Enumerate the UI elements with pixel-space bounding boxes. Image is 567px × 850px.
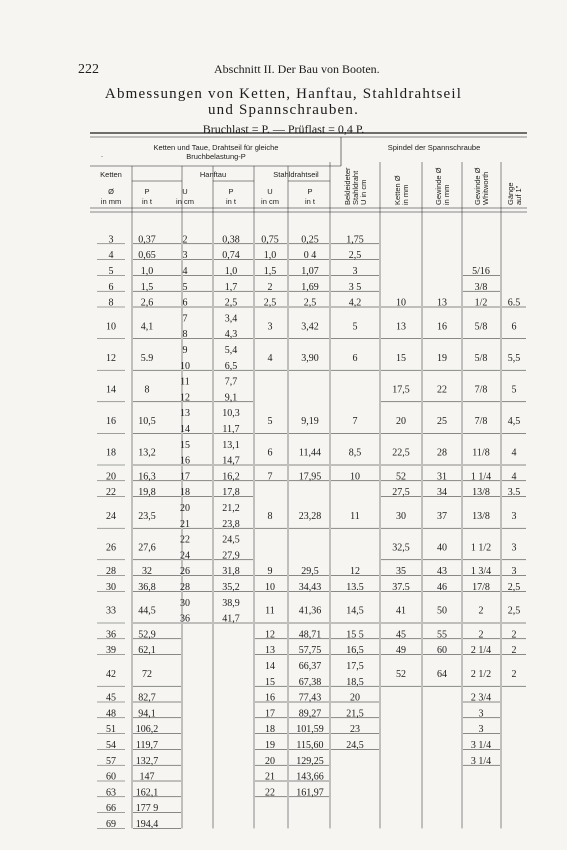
table-cell: 0,74: [222, 250, 240, 262]
table-cell: 7/8: [474, 384, 488, 396]
table-cell: 14: [265, 661, 275, 672]
header-group-left-1: Ketten und Taue, Drahtseil für gleiche: [153, 143, 279, 152]
table-cell: 4,1: [140, 321, 154, 333]
table-cell: 3 1/4: [470, 740, 492, 751]
table-cell: 6,5: [224, 360, 238, 372]
table-cell: 10: [350, 471, 360, 483]
table-cell: 3: [511, 566, 517, 578]
table-cell: 3.5: [507, 487, 521, 499]
table-cell: 36,8: [138, 582, 156, 593]
table-cell: 2,5: [507, 582, 521, 593]
table-cell: 12: [265, 629, 275, 641]
header-unit: in t: [225, 197, 237, 206]
table-cell: 10: [396, 297, 406, 309]
table-cell: 72: [142, 668, 152, 680]
table-cell: 89,27: [298, 708, 322, 720]
table-cell: 3,90: [301, 352, 319, 364]
table-cell: 0,65: [138, 250, 156, 262]
table-cell: 1,75: [346, 234, 364, 246]
table-cell: 2 1/4: [470, 645, 492, 657]
table-cell: 66,37: [298, 661, 322, 672]
table-cell: 40: [437, 542, 447, 554]
table-cell: 2: [511, 645, 517, 657]
header-group-left-2: Bruchbelastung-P: [186, 152, 246, 161]
table-cell: 60: [437, 645, 447, 657]
table-cell: 10,3: [222, 408, 240, 420]
table-cell: 52,9: [138, 629, 156, 641]
table-cell: 26: [180, 566, 190, 578]
table-cell: 52: [396, 668, 406, 680]
table-cell: 5,4: [224, 345, 238, 356]
header-ketten: Ketten: [100, 170, 122, 179]
header-unit: in cm: [176, 197, 194, 206]
table-cell: 4: [182, 266, 188, 277]
table-cell: 1 1/4: [470, 471, 492, 483]
table-cell: 27,5: [392, 487, 410, 499]
table-cell: 2: [478, 605, 484, 617]
table-cell: 9: [267, 566, 273, 578]
table-cell: 3: [511, 510, 517, 522]
table-cell: 41: [396, 605, 406, 617]
table-cell: 36: [180, 613, 190, 625]
table-cell: 3/8: [474, 281, 488, 293]
table-cell: 63: [106, 787, 116, 799]
table-cell: 17: [180, 471, 190, 483]
table-cell: 8: [108, 297, 114, 309]
table-cell: 5/8: [474, 321, 488, 333]
table-cell: 16: [180, 455, 190, 467]
table-cell: 7/8: [474, 416, 488, 428]
table-cell: 18: [180, 487, 190, 499]
table-cell: 39: [106, 645, 116, 657]
table-cell: 17,5: [392, 384, 410, 396]
table-cell: 11: [350, 510, 360, 522]
table-cell: 115,60: [296, 740, 324, 751]
header-stahldrahtseil: Stahldrahtseil: [273, 170, 319, 179]
table-cell: 119,7: [135, 740, 159, 751]
table-cell: 34: [437, 487, 447, 499]
table-cell: 66: [106, 803, 116, 815]
header-symbol: Ø: [108, 187, 114, 196]
table-cell: 14,7: [222, 455, 240, 467]
table-cell: 51: [106, 724, 116, 736]
table-cell: 4: [511, 447, 517, 459]
table-cell: 10: [106, 321, 116, 333]
table-cell: 31: [437, 471, 447, 483]
table-cell: 6.5: [507, 297, 521, 309]
table-cell: 17: [265, 708, 275, 720]
table-cell: 5: [267, 416, 273, 428]
table-cell: 8: [267, 510, 273, 522]
table-cell: 194,4: [135, 819, 159, 830]
table-cell: 22: [106, 487, 116, 499]
table-cell: 2: [267, 281, 273, 293]
table-cell: 10,5: [138, 416, 156, 428]
table-cell: 23,5: [138, 510, 156, 522]
table-cell: 55: [437, 629, 447, 641]
table-cell: 3: [352, 266, 358, 277]
table-cell: 18: [265, 724, 275, 736]
table-cell: 23: [350, 724, 360, 736]
table-cell: 6: [267, 447, 273, 459]
table-cell: 9,1: [224, 392, 238, 404]
table-cell: 7: [352, 416, 358, 428]
table-title-line-2: und Spannschrauben.: [207, 102, 360, 118]
table-cell: 2,5: [303, 297, 317, 309]
table-cell: 22: [437, 384, 447, 396]
table-cell: 7,7: [224, 376, 238, 388]
table-cell: 3 1/4: [470, 755, 492, 767]
table-cell: 16,2: [222, 471, 240, 483]
table-cell: 20: [396, 416, 406, 428]
table-cell: 6: [352, 352, 358, 364]
table-cell: 19: [265, 740, 275, 751]
table-cell: 2,5: [263, 297, 277, 309]
table-cell: 4,5: [507, 416, 521, 428]
table-cell: 24,5: [222, 534, 240, 546]
table-cell: 5,5: [507, 352, 521, 364]
header-symbol: P: [307, 187, 313, 196]
table-cell: 12: [180, 392, 190, 404]
table-cell: 8: [182, 329, 188, 341]
header-rotated-text: Stahldraht: [351, 170, 360, 205]
table-cell: 28: [180, 582, 190, 593]
table-cell: 15: [265, 676, 275, 688]
table-cell: 3,42: [301, 321, 319, 333]
table-cell: 69: [106, 819, 116, 830]
table-cell: 7: [182, 313, 188, 325]
table-cell: 19: [437, 352, 447, 364]
table-cell: 22: [180, 534, 190, 546]
table-cell: 38,9: [222, 597, 240, 609]
table-cell: 28: [106, 566, 116, 578]
table-cell: 9: [182, 345, 188, 356]
table-cell: 5.9: [140, 352, 154, 364]
table-cell: 1,0: [224, 266, 238, 277]
header-rotated: [393, 175, 410, 205]
table-cell: 32,5: [392, 542, 410, 554]
table-cell: 15: [396, 352, 406, 364]
table-cell: 37: [437, 510, 447, 522]
header-unit: in t: [141, 197, 153, 206]
table-cell: 15 5: [346, 629, 364, 641]
header-rotated-text: in mm: [401, 184, 410, 205]
table-cell: 177 9: [135, 803, 159, 815]
table-cell: 4,3: [224, 329, 238, 341]
table-cell: 13: [180, 408, 190, 420]
header-unit: in cm: [261, 197, 279, 206]
table-cell: 24: [180, 550, 190, 562]
table-cell: 3: [511, 542, 517, 554]
header-unit: in mm: [100, 197, 122, 206]
header-group-right: Spindel der Spannschraube: [387, 143, 481, 152]
table-cell: 0,38: [222, 234, 240, 246]
header-rotated-text: Ketten Ø: [393, 175, 402, 205]
table-cell: 22,5: [392, 447, 410, 459]
table-cell: 13: [396, 321, 406, 333]
table-cell: 17,95: [298, 471, 322, 483]
load-definition: Bruchlast = P. — Prüflast = 0,4 P.: [202, 122, 365, 136]
table-cell: 30: [106, 582, 116, 593]
table-cell: 8,5: [348, 447, 362, 459]
header-rotated: [506, 182, 523, 205]
table-cell: 82,7: [138, 692, 156, 704]
table-cell: 1 3/4: [470, 566, 492, 578]
header-rotated-text: Whitworth: [481, 171, 490, 205]
table-cell: 2: [511, 668, 517, 680]
table-cell: 16: [106, 416, 116, 428]
table-cell: 10: [180, 360, 190, 372]
table-cell: 12: [350, 566, 360, 578]
running-head: Abschnitt II. Der Bau von Booten.: [214, 62, 380, 76]
table-cell: 45: [396, 629, 406, 641]
table-cell: 5/8: [474, 352, 488, 364]
table-cell: 18: [106, 447, 116, 459]
table-cell: 33: [106, 605, 116, 617]
header-symbol: P: [144, 187, 150, 196]
table-cell: 13: [437, 297, 447, 309]
table-cell: 62,1: [138, 645, 156, 657]
table-cell: 3: [267, 321, 273, 333]
table-cell: 11,7: [222, 424, 240, 435]
table-cell: 35: [396, 566, 406, 578]
table-cell: 35,2: [222, 582, 240, 593]
table-cell: 3: [478, 708, 484, 720]
table-cell: 13: [265, 645, 275, 657]
page-number: 222: [78, 62, 99, 77]
table-cell: 6: [108, 281, 114, 293]
table-cell: 1,5: [140, 281, 154, 293]
table-title-line-1: Abmessungen von Ketten, Hanftau, Stahldrahtseil: [104, 86, 463, 102]
table-cell: 20: [106, 471, 116, 483]
table-cell: 41,36: [298, 605, 322, 617]
table-cell: 10: [265, 582, 275, 593]
table-cell: 2,5: [224, 297, 238, 309]
table-cell: 17,5: [346, 661, 364, 672]
table-cell: 57: [106, 755, 116, 767]
table-cell: 43: [437, 566, 447, 578]
table-cell: 4,2: [348, 297, 362, 309]
table-cell: 21: [180, 518, 190, 530]
table-cell: 48: [106, 708, 116, 720]
header-rotated-text: U in cm: [359, 179, 368, 205]
header-rotated-text: Gewinde Ø: [434, 167, 443, 205]
table-cell: 1,07: [301, 266, 319, 277]
table-cell: 26: [106, 542, 116, 554]
header-rotated-text: in mm: [442, 184, 451, 205]
table-cell: 30: [396, 510, 406, 522]
table-cell: 4: [108, 250, 114, 262]
table-cell: 49: [396, 645, 406, 657]
table-cell: 34,43: [298, 582, 322, 593]
table-cell: 3: [478, 724, 484, 736]
table-cell: 94,1: [138, 708, 156, 720]
header-rotated-text: auf 1": [514, 185, 523, 205]
table-cell: 129,25: [296, 755, 324, 767]
table-cell: 27,6: [138, 542, 156, 554]
table-cell: 161,97: [296, 787, 324, 799]
header-rotated-text: Gänge: [506, 182, 515, 205]
table-cell: 16: [265, 692, 275, 704]
table-cell: 1,0: [140, 266, 154, 277]
table-cell: 20: [265, 755, 275, 767]
table-cell: 50: [437, 605, 447, 617]
table-cell: 15: [180, 439, 190, 451]
table-cell: 14: [180, 424, 190, 435]
table-cell: 44,5: [138, 605, 156, 617]
table-cell: 2,6: [140, 297, 154, 309]
table-cell: 11: [180, 376, 190, 388]
header-symbol: U: [182, 187, 188, 196]
table-cell: 9,19: [301, 416, 319, 428]
table-cell: 46: [437, 582, 447, 593]
table-cell: 18,5: [346, 676, 364, 688]
table-cell: 162,1: [135, 787, 159, 799]
table-cell: 132,7: [135, 755, 159, 767]
table-cell: 1,7: [224, 281, 238, 293]
table-cell: 4: [511, 471, 517, 483]
table-cell: 11,44: [298, 447, 322, 459]
table-cell: 14,5: [346, 605, 364, 617]
table-cell: 5/16: [472, 266, 490, 277]
table-cell: 11: [265, 605, 275, 617]
table-cell: 13/8: [472, 510, 490, 522]
table-cell: 13/8: [472, 487, 490, 499]
table-cell: 8: [144, 384, 150, 396]
table-cell: 147: [139, 771, 155, 783]
table-cell: 13,2: [138, 447, 156, 459]
header-symbol: U: [267, 187, 273, 196]
header-rotated-text: Bekleideter: [343, 167, 352, 205]
table-cell: 3: [182, 250, 188, 262]
table-cell: 48,71: [298, 629, 322, 641]
table-cell: 77,43: [298, 692, 322, 704]
header-rotated: [434, 167, 451, 205]
table-cell: 1 1/2: [470, 542, 492, 554]
table-cell: 3 5: [348, 281, 362, 293]
table-cell: 2: [478, 629, 484, 641]
table-cell: 32: [142, 566, 152, 578]
table-cell: 16: [437, 321, 447, 333]
table-cell: 13.5: [346, 582, 364, 593]
table-cell: 4: [267, 352, 273, 364]
table-cell: 13,1: [222, 439, 240, 451]
table-cell: 5: [108, 266, 114, 277]
table-cell: 5: [182, 281, 188, 293]
header-rotated: [473, 167, 490, 205]
table-cell: 60: [106, 771, 116, 783]
header-hanftau: Hanftau: [199, 170, 227, 179]
table-cell: 28: [437, 447, 447, 459]
table-cell: 101,59: [296, 724, 324, 736]
table-cell: 67,38: [298, 676, 322, 688]
table-cell: 5: [511, 384, 517, 396]
table-cell: 30: [180, 597, 190, 609]
header-unit: in t: [304, 197, 316, 206]
table-cell: 6: [511, 321, 517, 333]
table-cell: 11/8: [472, 447, 490, 459]
table-cell: 20: [180, 503, 190, 514]
table-cell: 2,5: [507, 605, 521, 617]
table-cell: 16,3: [138, 471, 156, 483]
table-cell: 16,5: [346, 645, 364, 657]
table-cell: 0,37: [138, 234, 156, 246]
table-cell: 1,0: [263, 250, 277, 262]
table-cell: 23,28: [298, 510, 322, 522]
table-cell: 21,5: [346, 708, 364, 720]
table-cell: 42: [106, 668, 116, 680]
table-cell: 0 4: [303, 250, 317, 262]
header-rotated: [343, 167, 368, 205]
table-cell: 2 3/4: [470, 692, 492, 704]
table-cell: 0,25: [301, 234, 319, 246]
table-cell: 2,5: [348, 250, 362, 262]
table-cell: 64: [437, 668, 447, 680]
table-cell: 57,75: [298, 645, 322, 657]
table-cell: 20: [350, 692, 360, 704]
table-cell: 106,2: [135, 724, 159, 736]
table-cell: 2: [511, 629, 517, 641]
header-symbol: P: [228, 187, 234, 196]
table-cell: 1,5: [263, 266, 277, 277]
table-cell: 2 1/2: [470, 668, 492, 680]
table-cell: 45: [106, 692, 116, 704]
table-cell: 1/2: [474, 297, 488, 309]
table-cell: 6: [182, 297, 188, 309]
table-cell: 37.5: [392, 582, 410, 593]
table-cell: 22: [265, 787, 275, 799]
header-rotated-text: Gewinde Ø: [473, 167, 482, 205]
table-cell: 2: [182, 234, 188, 246]
table-cell: 1,69: [301, 281, 319, 293]
table-cell: 24,5: [346, 740, 364, 751]
table-cell: 0,75: [261, 234, 279, 246]
table-cell: 3,4: [224, 313, 238, 325]
table-cell: 24: [106, 510, 116, 522]
table-cell: 23,8: [222, 518, 240, 530]
table-cell: 29,5: [301, 566, 319, 578]
table-cell: 31,8: [222, 566, 240, 578]
table-cell: 52: [396, 471, 406, 483]
table-cell: 36: [106, 629, 116, 641]
table-cell: 12: [106, 352, 116, 364]
header-dot: .: [100, 150, 104, 159]
table-cell: 7: [267, 471, 273, 483]
table-cell: 21,2: [222, 503, 240, 514]
table-cell: 19,8: [138, 487, 156, 499]
table-cell: 21: [265, 771, 275, 783]
table-cell: 14: [106, 384, 116, 396]
table-cell: 17/8: [472, 582, 490, 593]
table-cell: 17,8: [222, 487, 240, 499]
table-cell: 54: [106, 740, 116, 751]
table-cell: 3: [108, 234, 114, 246]
table-cell: 25: [437, 416, 447, 428]
table-cell: 27,9: [222, 550, 240, 562]
table-cell: 41,7: [222, 613, 240, 625]
table-cell: 143,66: [296, 771, 324, 783]
table-cell: 5: [352, 321, 358, 333]
